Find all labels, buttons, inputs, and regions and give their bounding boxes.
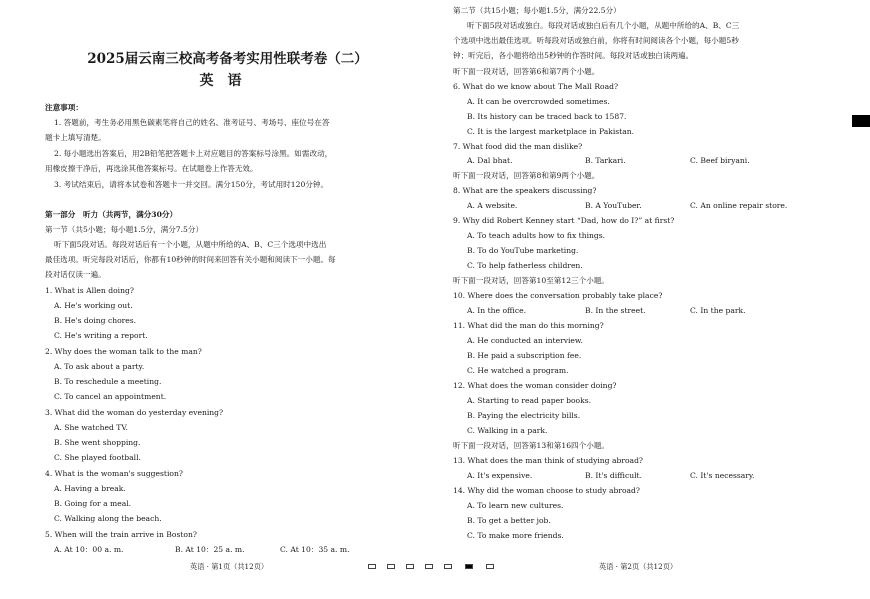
notice-heading: 注意事项： — [45, 103, 83, 112]
option: A. A website. — [467, 201, 518, 210]
option: C. Walking in a park. — [467, 426, 548, 435]
notice-line: 3. 考试结束后，请将本试卷和答题卡一并交回。满分150分，考试用时120分钟。 — [54, 180, 329, 189]
section1-intro: 段对话仅读一遍。 — [45, 270, 106, 279]
question: 3. What did the woman do yesterday evening? — [45, 408, 224, 417]
question: 4. What is the woman's suggestion? — [45, 469, 183, 478]
option: B. He paid a subscription fee. — [467, 351, 582, 360]
page-nav-box[interactable] — [406, 564, 414, 569]
question: 6. What do we know about The Mall Road? — [453, 82, 619, 91]
question: 8. What are the speakers discussing? — [453, 186, 597, 195]
option: C. It's necessary. — [690, 471, 755, 480]
option: C. To help fatherless children. — [467, 261, 583, 270]
option: C. At 10：35 a. m. — [280, 545, 350, 554]
question: 10. Where does the conversation probably take place? — [453, 291, 663, 300]
dialog-instruction: 听下面一段对话，回答第6和第7两个小题。 — [453, 67, 600, 76]
dialog-instruction: 听下面一段对话，回答第13和第16四个小题。 — [453, 441, 610, 450]
option: C. He's writing a report. — [54, 331, 148, 340]
option: C. In the park. — [690, 306, 746, 315]
option: C. An online repair store. — [690, 201, 788, 210]
option: B. To get a better job. — [467, 516, 551, 525]
option: C. To make more friends. — [467, 531, 564, 540]
option: C. It is the largest marketplace in Pakistan. — [467, 127, 635, 136]
question: 14. Why did the woman choose to study abroad? — [453, 486, 640, 495]
page-footer: 英语 · 第2页（共12页） — [599, 562, 678, 571]
page-footer: 英语 · 第1页（共12页） — [190, 562, 269, 571]
option: C. Walking along the beach. — [54, 514, 162, 523]
option: A. To learn new cultures. — [467, 501, 564, 510]
page-nav-box[interactable] — [387, 564, 395, 569]
page-nav-box[interactable] — [444, 564, 452, 569]
option: C. He watched a program. — [467, 366, 569, 375]
option: B. To do YouTube marketing. — [467, 246, 579, 255]
page-nav-box[interactable] — [425, 564, 433, 569]
exam-title: 2025届云南三校高考备考实用性联考卷（二） — [87, 51, 368, 67]
question: 5. When will the train arrive in Boston? — [45, 530, 197, 539]
part1-heading: 第一部分 听力（共两节，满分30分） — [45, 210, 178, 219]
question: 7. What food did the man dislike? — [453, 142, 583, 151]
option: B. She went shopping. — [54, 438, 141, 447]
subject-title: 英语 — [199, 73, 256, 89]
option: C. To cancel an appointment. — [54, 392, 167, 401]
option: A. Dal bhat. — [467, 156, 513, 165]
option: A. To ask about a party. — [54, 362, 145, 371]
page-1 — [40, 0, 415, 599]
option: B. To reschedule a meeting. — [54, 377, 162, 386]
option: A. At 10：00 a. m. — [54, 545, 124, 554]
option: B. He's doing chores. — [54, 316, 137, 325]
option: A. It can be overcrowded sometimes. — [467, 97, 610, 106]
page-nav-box[interactable] — [368, 564, 376, 569]
option: B. Going for a meal. — [54, 499, 132, 508]
section1-intro: 听下面5段对话。每段对话后有一个小题，从题中所给的A、B、C三个选项中选出 — [54, 240, 327, 249]
question: 9. Why did Robert Kenney start “Dad, how do I?” at first? — [453, 216, 675, 225]
option: B. Its history can be traced back to 1587. — [467, 112, 627, 121]
dialog-instruction: 听下面一段对话，回答第8和第9两个小题。 — [453, 171, 600, 180]
notice-line: 2. 每小题选出答案后，用2B铅笔把答题卡上对应题目的答案标号涂黑。如需改动， — [54, 149, 333, 158]
question: 1. What is Allen doing? — [45, 286, 134, 295]
option: A. Having a break. — [54, 484, 126, 493]
page-edge-marker — [852, 115, 870, 127]
question: 12. What does the woman consider doing? — [453, 381, 617, 390]
notice-line: 1. 答题前，考生务必用黑色碳素笔将自己的姓名、准考证号、考场号、座位号在答 — [54, 118, 330, 127]
option: B. At 10：25 a. m. — [175, 545, 245, 554]
option: A. It's expensive. — [467, 471, 533, 480]
section1-heading: 第一节（共5小题；每小题1.5分，满分7.5分） — [45, 225, 204, 234]
question: 13. What does the man think of studying abroad? — [453, 456, 644, 465]
page-2 — [453, 0, 833, 599]
option: B. In the street. — [585, 306, 646, 315]
section1-intro: 最佳选项。听完每段对话后，你都有10秒钟的时间来回答有关小题和阅读下一小题。每 — [45, 255, 336, 264]
option: B. A YouTuber. — [585, 201, 642, 210]
option: A. He conducted an interview. — [467, 336, 583, 345]
notice-line: 题卡上填写清楚。 — [45, 133, 106, 142]
section2-intro: 钟；听完后，各小题将给出5秒钟的作答时间。每段对话或独白读两遍。 — [453, 51, 694, 60]
dialog-instruction: 听下面一段对话，回答第10至第12三个小题。 — [453, 276, 610, 285]
option: A. Starting to read paper books. — [467, 396, 592, 405]
option: C. She played football. — [54, 453, 141, 462]
option: B. Tarkari. — [585, 156, 626, 165]
question: 2. Why does the woman talk to the man? — [45, 347, 202, 356]
option: B. Paying the electricity bills. — [467, 411, 581, 420]
section2-heading: 第二节（共15小题；每小题1.5分，满分22.5分） — [453, 6, 621, 15]
option: C. Beef biryani. — [690, 156, 750, 165]
option: B. It's difficult. — [585, 471, 643, 480]
section2-intro: 听下面5段对话或独白。每段对话或独白后有几个小题，从题中所给的A、B、C三 — [467, 21, 740, 30]
option: A. In the office. — [467, 306, 527, 315]
section2-intro: 个选项中选出最佳选项。听每段对话或独白前，你将有时间阅读各个小题，每小题5秒 — [453, 36, 739, 45]
option: A. To teach adults how to fix things. — [467, 231, 606, 240]
option: A. She watched TV. — [54, 423, 128, 432]
option: A. He's working out. — [54, 301, 133, 310]
notice-line: 用橡皮擦干净后，再选涂其他答案标号。在试题卷上作答无效。 — [45, 164, 258, 173]
question: 11. What did the man do this morning? — [453, 321, 604, 330]
